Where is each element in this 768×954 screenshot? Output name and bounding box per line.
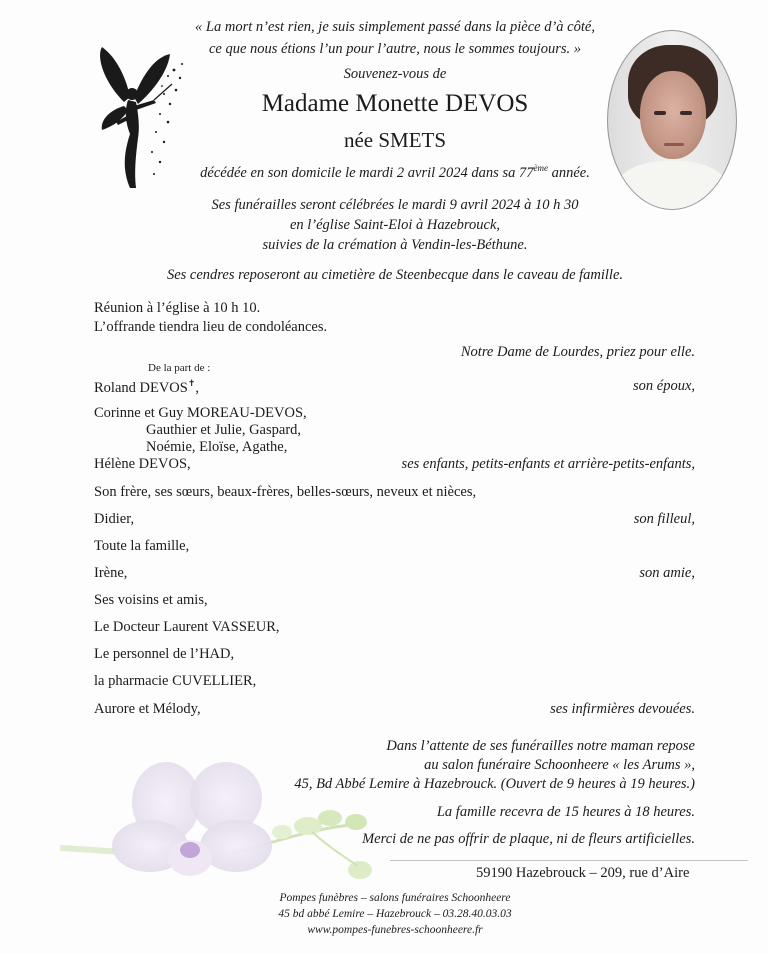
prayer-text: Notre Dame de Lourdes, priez pour elle.	[460, 344, 695, 360]
family-voisins: Ses voisins et amis,	[94, 592, 208, 608]
orchid-flower-icon	[60, 758, 390, 888]
family-had: Le personnel de l’HAD,	[94, 646, 235, 662]
funeral-line-1: Ses funérailles seront célébrées le mardi 9 avril 2024 à 10 h 30	[211, 197, 579, 213]
death-ordinal: ème	[533, 163, 548, 173]
deceased-name: Madame Monette DEVOS	[261, 90, 529, 117]
funeral-line-2: en l’église Saint-Eloi à Hazebrouck,	[289, 217, 501, 233]
family-didier: Didier,	[94, 511, 135, 527]
footer-website-link[interactable]: www.pompes-funebres-schoonheere.fr	[307, 924, 483, 936]
family-frere: Son frère, ses sœurs, beaux-frères, belles-sœurs, neveux et nièces,	[94, 484, 477, 500]
family-docteur: Le Docteur Laurent VASSEUR,	[94, 619, 280, 635]
address-text: 59190 Hazebrouck – 209, rue d’Aire	[476, 865, 690, 881]
family-noemie: Noémie, Eloïse, Agathe,	[146, 439, 288, 455]
family-corinne: Corinne et Guy MOREAU-DEVOS,	[94, 405, 307, 421]
death-notice	[150, 163, 640, 182]
de-la-part-label: De la part de :	[148, 362, 211, 374]
attente-line-1: Dans l’attente de ses funérailles notre maman repose	[386, 738, 695, 754]
relation-infirmieres: ses infirmières devouées.	[550, 701, 695, 717]
family-irene: Irène,	[94, 565, 128, 581]
attente-line-3: 45, Bd Abbé Lemire à Hazebrouck. (Ouvert de 9 heures à 19 heures.)	[294, 776, 695, 792]
maiden-name: née SMETS	[343, 128, 447, 152]
quote-line-2: ce que nous étions l’un pour l’autre, nous le sommes toujours. »	[208, 41, 581, 57]
footer-line-2: 45 bd abbé Lemire – Hazebrouck – 03.28.40.03.03	[278, 908, 512, 920]
relation-enfants: ses enfants, petits-enfants et arrière-petits-enfants,	[401, 456, 695, 472]
offrande-text: L’offrande tiendra lieu de condoléances.	[94, 319, 328, 335]
merci-text: Merci de ne pas offrir de plaque, ni de fleurs artificielles.	[362, 831, 695, 847]
reunion-text: Réunion à l’église à 10 h 10.	[94, 300, 261, 316]
family-gauthier: Gauthier et Julie, Gaspard,	[146, 422, 302, 438]
relation-amie: son amie,	[639, 565, 695, 581]
epitaph-quote	[120, 16, 670, 60]
roland-comma: ,	[195, 379, 200, 396]
family-roland	[94, 378, 199, 397]
death-end: année.	[547, 164, 590, 181]
family-pharmacie: la pharmacie CUVELLIER,	[94, 673, 257, 689]
family-aurore: Aurore et Mélody,	[94, 701, 201, 717]
deceased-cross: ✝	[187, 378, 196, 388]
funeral-line-3: suivies de la crémation à Vendin-les-Béthune.	[262, 237, 528, 253]
souvenez-text: Souvenez-vous de	[343, 66, 447, 82]
death-text: décédée en son domicile le mardi 2 avril 2024 dans sa 77	[200, 164, 534, 181]
recevra-text: La famille recevra de 15 heures à 18 heures.	[436, 804, 695, 820]
roland-name: Roland DEVOS	[94, 379, 188, 396]
relation-filleul: son filleul,	[633, 511, 695, 527]
divider-line	[390, 860, 748, 861]
footer-line-1: Pompes funèbres – salons funéraires Schoonheere	[279, 892, 511, 904]
attente-line-2: au salon funéraire Schoonheere « les Arums »,	[424, 757, 695, 773]
family-toute: Toute la famille,	[94, 538, 190, 554]
quote-line-1: « La mort n’est rien, je suis simplement passé dans la pièce d’à côté,	[195, 19, 595, 35]
relation-epoux: son époux,	[632, 378, 695, 394]
ashes-info: Ses cendres reposeront au cimetière de Steenbecque dans le caveau de famille.	[166, 267, 624, 283]
family-helene: Hélène DEVOS,	[94, 456, 191, 472]
funeral-info	[150, 195, 640, 255]
